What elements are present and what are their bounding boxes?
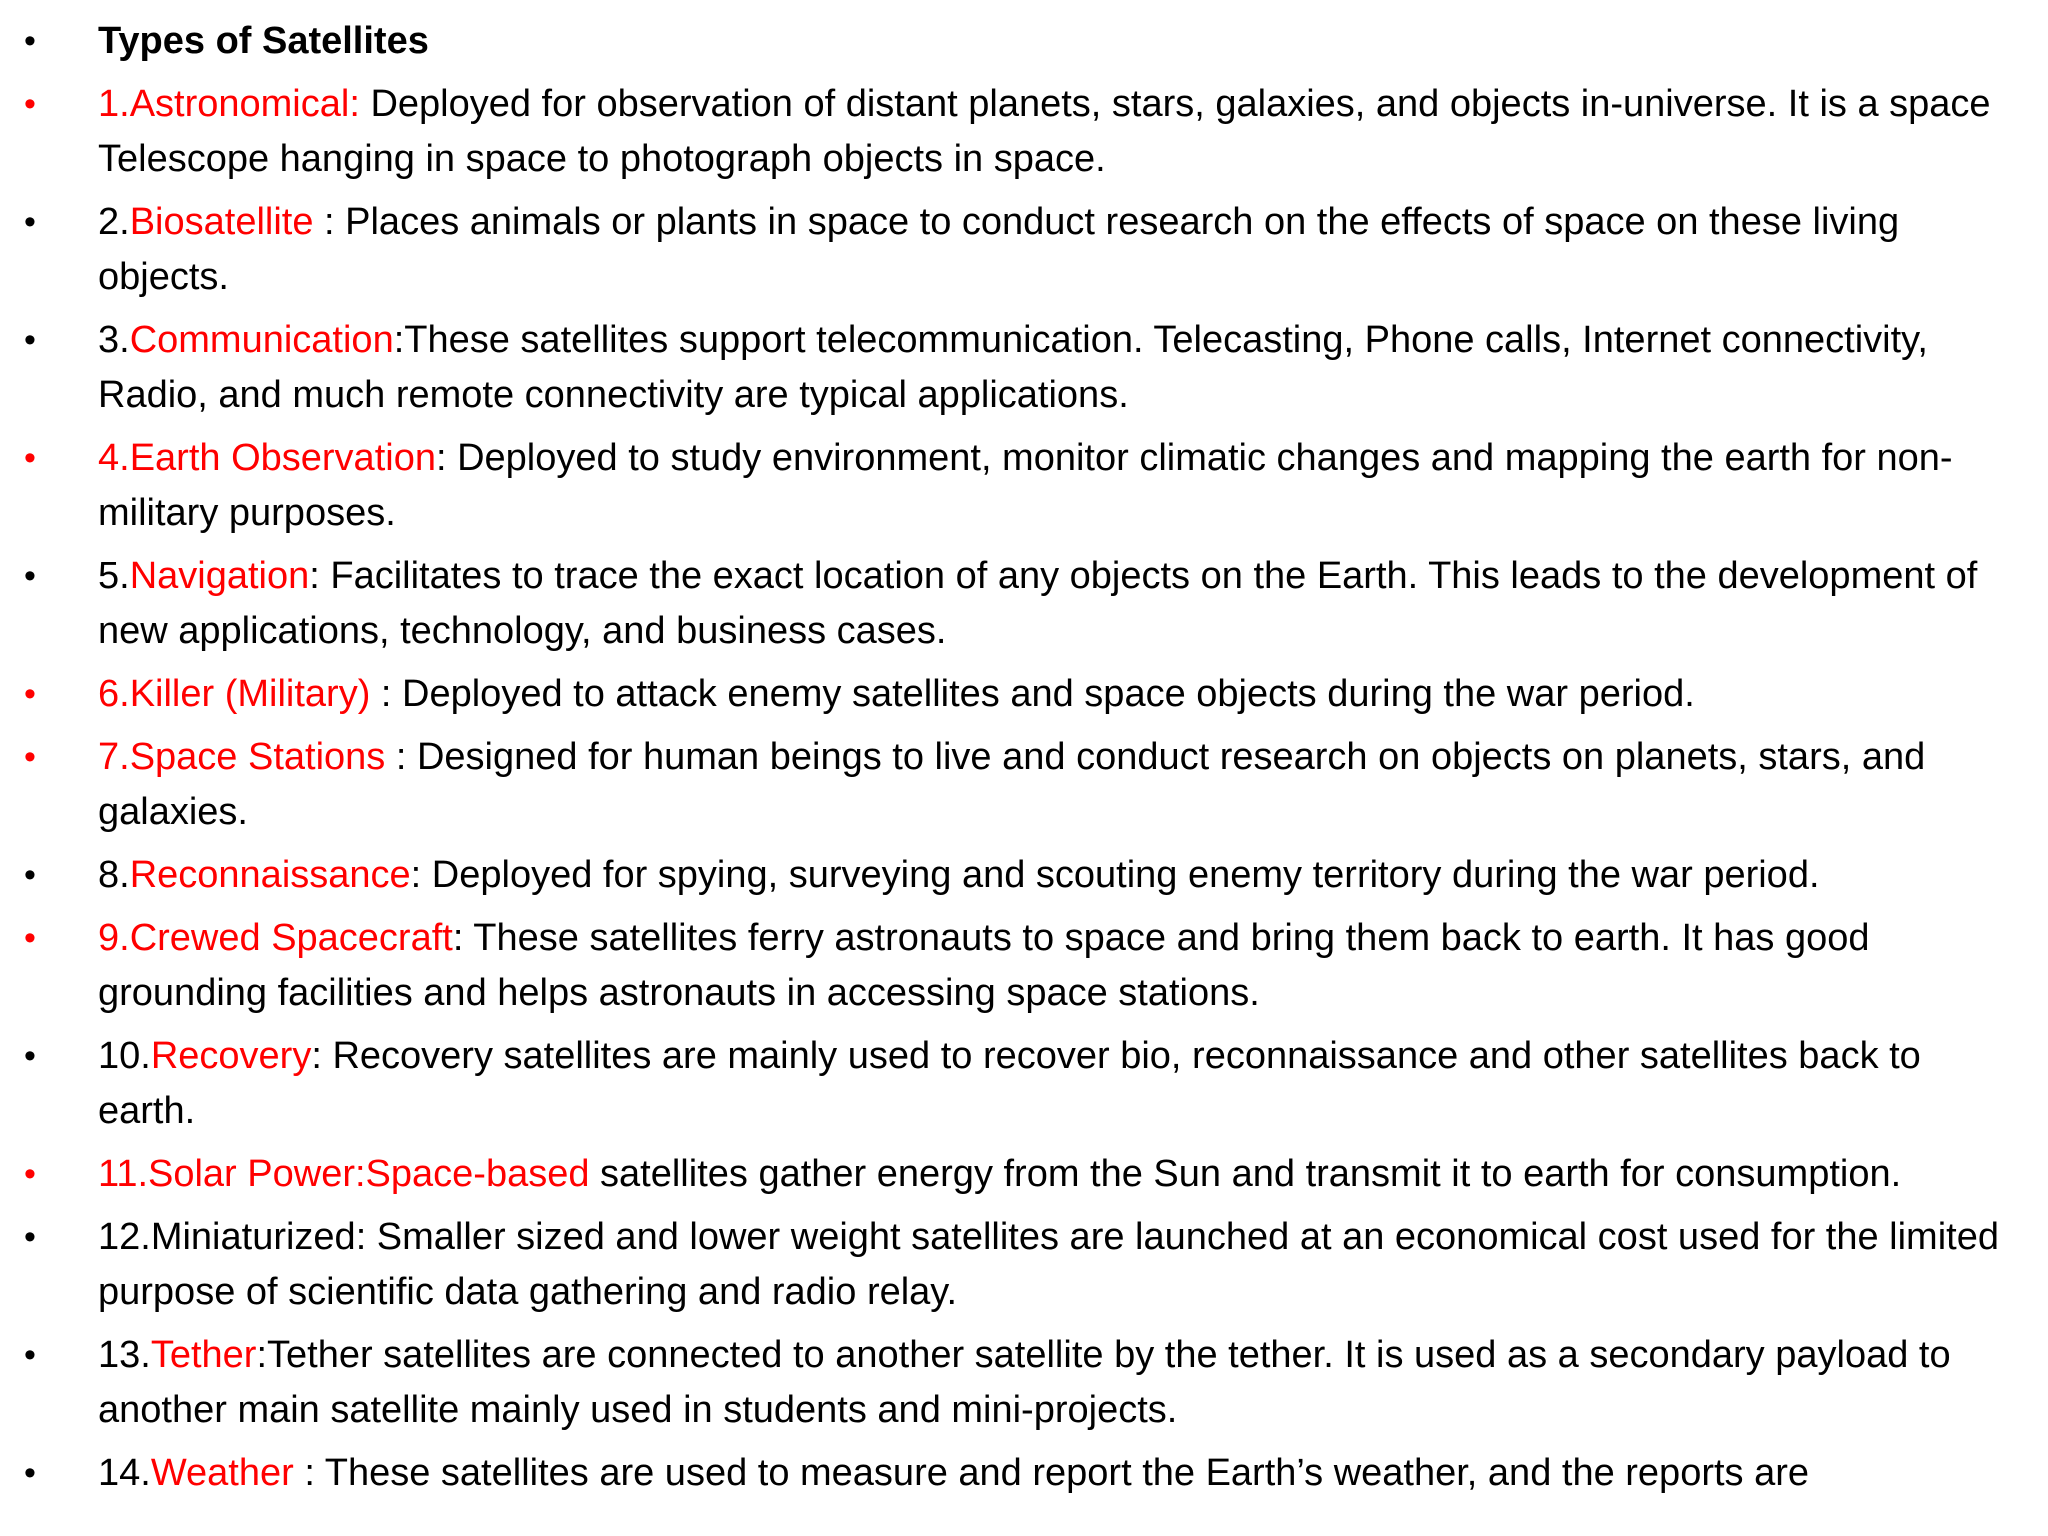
item-desc: : Smaller sized and lower weight satellites are launched at an economical cost used for the limited purpose of scientific data gathering and radio relay. [98, 1216, 1999, 1313]
item-desc: : These satellites ferry astronauts to space and bring them back to earth. It has good grounding facilities and helps astronauts in accessing space stations. [98, 917, 1870, 1014]
bullet-icon: • [24, 321, 36, 359]
item-name: Weather [150, 1452, 294, 1494]
item-desc: satellites gather energy from the Sun and transmit it to earth for consumption. [589, 1153, 1902, 1195]
item-name: Navigation [129, 555, 310, 597]
item-prefix: 5. [98, 555, 130, 597]
item-desc: :Tether satellites are connected to another satellite by the tether. It is used as a secondary payload to another main satellite mainly used in students and mini-projects. [98, 1334, 1951, 1431]
bullet-icon: • [24, 85, 36, 123]
satellite-types-list [0, 14, 2048, 1509]
item-desc: : Deployed for spying, surveying and scouting enemy territory during the war period. [410, 854, 1820, 896]
item-name: 9.Crewed Spacecraft [98, 917, 453, 959]
list-item [0, 1029, 2048, 1139]
item-name: 7.Space Stations [98, 736, 386, 778]
list-item [0, 313, 2048, 423]
bullet-icon: • [24, 675, 36, 713]
bullet-icon: • [24, 856, 36, 894]
bullet-icon: • [24, 1155, 36, 1193]
item-name: 11.Solar Power:Space-based [98, 1153, 590, 1195]
list-item [0, 77, 2048, 187]
list-item [0, 667, 2048, 722]
bullet-icon: • [24, 22, 36, 60]
bullet-icon: • [24, 1218, 36, 1256]
item-prefix: 2. [98, 201, 130, 243]
item-desc: Deployed for observation of distant planets, stars, galaxies, and objects in-universe. It is a space Telescope hanging in space to photograph objects in space. [98, 83, 1991, 180]
item-prefix: 13. [98, 1334, 151, 1376]
list-item [0, 1147, 2048, 1202]
item-desc: : Deployed to study environment, monitor climatic changes and mapping the earth for non-military purposes. [98, 437, 1953, 534]
bullet-icon: • [24, 738, 36, 776]
bullet-icon: • [24, 1336, 36, 1374]
item-desc: : These satellites are used to measure and report the Earth’s weather, and the reports are [293, 1452, 1810, 1494]
list-item [0, 431, 2048, 541]
list-item [0, 730, 2048, 840]
list-item [0, 1210, 2048, 1320]
bullet-icon: • [24, 203, 36, 241]
bullet-icon: • [24, 1454, 36, 1492]
item-prefix: 12.Miniaturized [98, 1216, 356, 1258]
item-name: 6.Killer (Military) [98, 673, 371, 715]
item-desc: : Deployed to attack enemy satellites and space objects during the war period. [370, 673, 1695, 715]
list-item [0, 1446, 2048, 1501]
list-item [0, 911, 2048, 1021]
item-desc: : Recovery satellites are mainly used to recover bio, reconnaissance and other satellites back to earth. [98, 1035, 1921, 1132]
list-item [0, 1328, 2048, 1438]
item-name: Reconnaissance [129, 854, 411, 896]
item-prefix: 8. [98, 854, 130, 896]
bullet-icon: • [24, 919, 36, 957]
item-name: Biosatellite [129, 201, 314, 243]
item-desc: : Facilitates to trace the exact location of any objects on the Earth. This leads to the development of new applications, technology, and business cases. [98, 555, 1978, 652]
bullet-icon: • [24, 1037, 36, 1075]
item-name: Recovery [150, 1035, 312, 1077]
item-name: 1.Astronomical: [98, 83, 360, 125]
list-heading [0, 14, 2048, 69]
list-item [0, 195, 2048, 305]
heading-text: Types of Satellites [98, 20, 429, 62]
item-name: Tether [150, 1334, 257, 1376]
item-desc: :These satellites support telecommunication. Telecasting, Phone calls, Internet connectivity, Radio, and much remote connectivity are typical applications. [98, 319, 1928, 416]
list-item [0, 549, 2048, 659]
bullet-icon: • [24, 557, 36, 595]
item-prefix: 3. [98, 319, 130, 361]
bullet-icon: • [24, 439, 36, 477]
item-name: Communication [129, 319, 394, 361]
item-desc: : Designed for human beings to live and conduct research on objects on planets, stars, and galaxies. [98, 736, 1926, 833]
item-name: 4.Earth Observation [98, 437, 436, 479]
item-prefix: 10. [98, 1035, 151, 1077]
list-item [0, 848, 2048, 903]
item-desc: : Places animals or plants in space to conduct research on the effects of space on these living objects. [98, 201, 1900, 298]
item-prefix: 14. [98, 1452, 151, 1494]
